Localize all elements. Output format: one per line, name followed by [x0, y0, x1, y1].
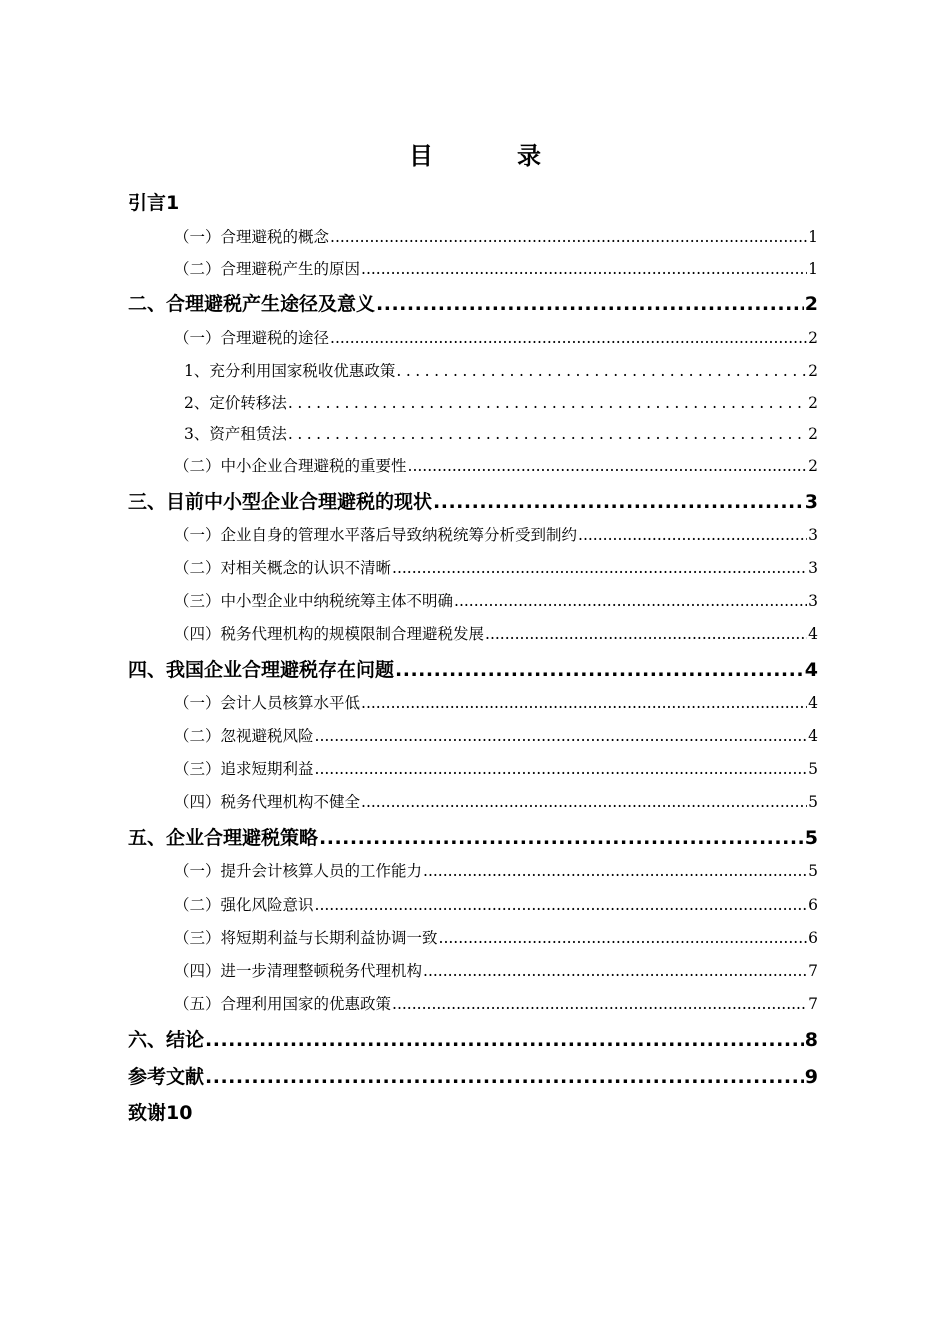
toc-entry-number: 六、	[128, 1029, 167, 1051]
dot-leader	[361, 694, 807, 712]
toc-entry[interactable]	[174, 523, 818, 545]
toc-entry-page: 8	[804, 1029, 818, 1051]
toc-entry-number: （五）	[174, 995, 221, 1013]
toc-entry-text: 税务代理机构不健全	[220, 793, 361, 811]
toc-entry-page: 2	[808, 425, 818, 443]
toc-entry-page: 6	[808, 896, 818, 914]
toc-entry-number: （一）	[174, 694, 221, 712]
toc-entry-page: 1	[808, 228, 818, 246]
toc-entry-page: 6	[808, 929, 818, 947]
toc-entry-page: 4	[808, 727, 818, 745]
toc-entry[interactable]	[174, 589, 818, 611]
dot-leader	[330, 329, 807, 347]
dot-leader	[361, 260, 807, 278]
toc-entry-number: （一）	[174, 228, 221, 246]
dot-leader	[288, 425, 807, 443]
toc-entry-page: 2	[808, 457, 818, 475]
toc-entry-text: 中小型企业中纳税统筹主体不明确	[220, 592, 454, 610]
toc-entry-number: （三）	[174, 760, 221, 778]
toc-entry[interactable]	[174, 724, 818, 746]
toc-entry[interactable]	[128, 1062, 818, 1089]
toc-entry[interactable]	[174, 454, 818, 476]
dot-leader	[578, 526, 807, 544]
toc-entry[interactable]	[184, 391, 818, 413]
dot-leader	[423, 962, 807, 980]
dot-leader	[315, 760, 808, 778]
toc-entry-text: 定价转移法	[209, 394, 287, 412]
toc-entry-text: 企业自身的管理水平落后导致纳税统筹分析受到制约	[220, 526, 578, 544]
toc-entry-number: （三）	[174, 929, 221, 947]
toc-entry-number: （四）	[174, 793, 221, 811]
toc-entry-text: 企业合理避税策略	[166, 827, 319, 849]
toc-entry-text: 追求短期利益	[220, 760, 314, 778]
toc-entry-number: （二）	[174, 457, 221, 475]
toc-entry-text: 合理避税的途径	[220, 329, 330, 347]
toc-entry-text: 忽视避税风险	[220, 727, 314, 745]
dot-leader	[392, 995, 807, 1013]
toc-entry-page: 1	[808, 260, 818, 278]
toc-entry[interactable]	[174, 691, 818, 713]
toc-entry-number: 四、	[128, 659, 167, 681]
toc-entry[interactable]	[174, 859, 818, 881]
toc-entry-page: 3	[808, 592, 818, 610]
toc-entry[interactable]	[174, 893, 818, 915]
toc-entry-page: 3	[808, 559, 818, 577]
toc-entry-page: 4	[804, 659, 818, 681]
toc-entry-text: 充分利用国家税收优惠政策	[209, 362, 396, 380]
toc-entry-text: 合理避税产生途径及意义	[166, 293, 376, 315]
dot-leader	[319, 827, 804, 849]
toc-entry-page: 5	[808, 760, 818, 778]
toc-entry-number: （二）	[174, 896, 221, 914]
toc-entry-number: （一）	[174, 329, 221, 347]
toc-entry-number: （二）	[174, 727, 221, 745]
dot-leader	[330, 228, 807, 246]
toc-entry[interactable]	[174, 926, 818, 948]
toc-entry-page: 3	[808, 526, 818, 544]
dot-leader	[315, 896, 808, 914]
toc-entry-number: 二、	[128, 293, 167, 315]
dot-leader	[395, 659, 804, 681]
toc-entry-number: （二）	[174, 559, 221, 577]
toc-entry[interactable]	[128, 188, 818, 215]
toc-entry-number: 五、	[128, 827, 167, 849]
dot-leader	[439, 929, 808, 947]
toc-entry-page: 7	[808, 962, 818, 980]
toc-entry-text: 合理利用国家的优惠政策	[220, 995, 392, 1013]
toc-entry-page: 2	[804, 293, 818, 315]
toc-entry[interactable]	[174, 757, 818, 779]
dot-leader	[315, 727, 808, 745]
toc-entry-text: 将短期利益与长期利益协调一致	[220, 929, 438, 947]
toc-entry-number: 1、	[184, 362, 210, 380]
toc-entry-page: 9	[804, 1066, 818, 1088]
dot-leader	[376, 293, 804, 315]
dot-leader	[361, 793, 807, 811]
toc-entry[interactable]	[174, 790, 818, 812]
toc-entry[interactable]	[174, 959, 818, 981]
toc-entry-page: 2	[808, 394, 818, 412]
dot-leader	[205, 1066, 804, 1088]
toc-entry[interactable]	[128, 823, 818, 850]
toc-entry-page: 3	[804, 491, 818, 513]
dot-leader	[205, 1029, 804, 1051]
toc-entry-text: 对相关概念的认识不清晰	[220, 559, 392, 577]
toc-entry-number: （四）	[174, 625, 221, 643]
toc-title: 目 录	[409, 142, 571, 170]
dot-leader	[485, 625, 807, 643]
toc-entry[interactable]	[128, 289, 818, 316]
toc-entry[interactable]	[184, 422, 818, 444]
dot-leader	[454, 592, 807, 610]
toc-entry-number: （三）	[174, 592, 221, 610]
toc-entry-text: 强化风险意识	[220, 896, 314, 914]
toc-entry-page: 2	[808, 362, 818, 380]
toc-entry-number: （四）	[174, 962, 221, 980]
toc-entry-page: 2	[808, 329, 818, 347]
dot-leader	[433, 491, 804, 513]
toc-entry-text: 合理避税的概念	[220, 228, 330, 246]
toc-entry-text: 提升会计核算人员的工作能力	[220, 862, 423, 880]
toc-entry[interactable]	[128, 655, 818, 682]
dot-leader	[408, 457, 808, 475]
toc-entry[interactable]	[184, 359, 818, 381]
toc-entry-text: 结论	[166, 1029, 205, 1051]
toc-entry-text: 中小企业合理避税的重要性	[220, 457, 407, 475]
toc-entry-page: 4	[808, 694, 818, 712]
toc-entry-text: 合理避税产生的原因	[220, 260, 361, 278]
toc-entry-text: 致谢10	[128, 1102, 193, 1124]
toc-entry-text: 目前中小型企业合理避税的现状	[166, 491, 433, 513]
toc-entry-number: 2、	[184, 394, 210, 412]
toc-entry-text: 我国企业合理避税存在问题	[166, 659, 395, 681]
toc-entry-text: 进一步清理整顿税务代理机构	[220, 962, 423, 980]
toc-entry-page: 4	[808, 625, 818, 643]
toc-entry[interactable]	[128, 1025, 818, 1052]
toc-entry[interactable]	[174, 225, 818, 247]
toc-entry-number: （二）	[174, 260, 221, 278]
toc-entry-page: 5	[808, 793, 818, 811]
toc-entry-page: 5	[808, 862, 818, 880]
toc-entry-page: 5	[804, 827, 818, 849]
toc-entry-text: 资产租赁法	[209, 425, 287, 443]
toc-entry-text: 参考文献	[128, 1066, 205, 1088]
dot-leader	[423, 862, 807, 880]
dot-leader	[396, 362, 807, 380]
toc-entry[interactable]	[128, 1098, 818, 1125]
toc-entry[interactable]	[174, 622, 818, 644]
toc-entry-number: （一）	[174, 862, 221, 880]
toc-entry-text: 会计人员核算水平低	[220, 694, 361, 712]
toc-entry[interactable]	[174, 992, 818, 1014]
toc-entry-text: 引言1	[128, 192, 180, 214]
toc-entry-page: 7	[808, 995, 818, 1013]
toc-entry-number: 三、	[128, 491, 167, 513]
toc-entry-number: 3、	[184, 425, 210, 443]
toc-entry-number: （一）	[174, 526, 221, 544]
dot-leader	[392, 559, 807, 577]
toc-entry[interactable]	[128, 487, 818, 514]
toc-entry[interactable]	[174, 257, 818, 279]
dot-leader	[288, 394, 807, 412]
toc-entry-text: 税务代理机构的规模限制合理避税发展	[220, 625, 485, 643]
toc-entry[interactable]	[174, 556, 818, 578]
toc-entry[interactable]	[174, 326, 818, 348]
